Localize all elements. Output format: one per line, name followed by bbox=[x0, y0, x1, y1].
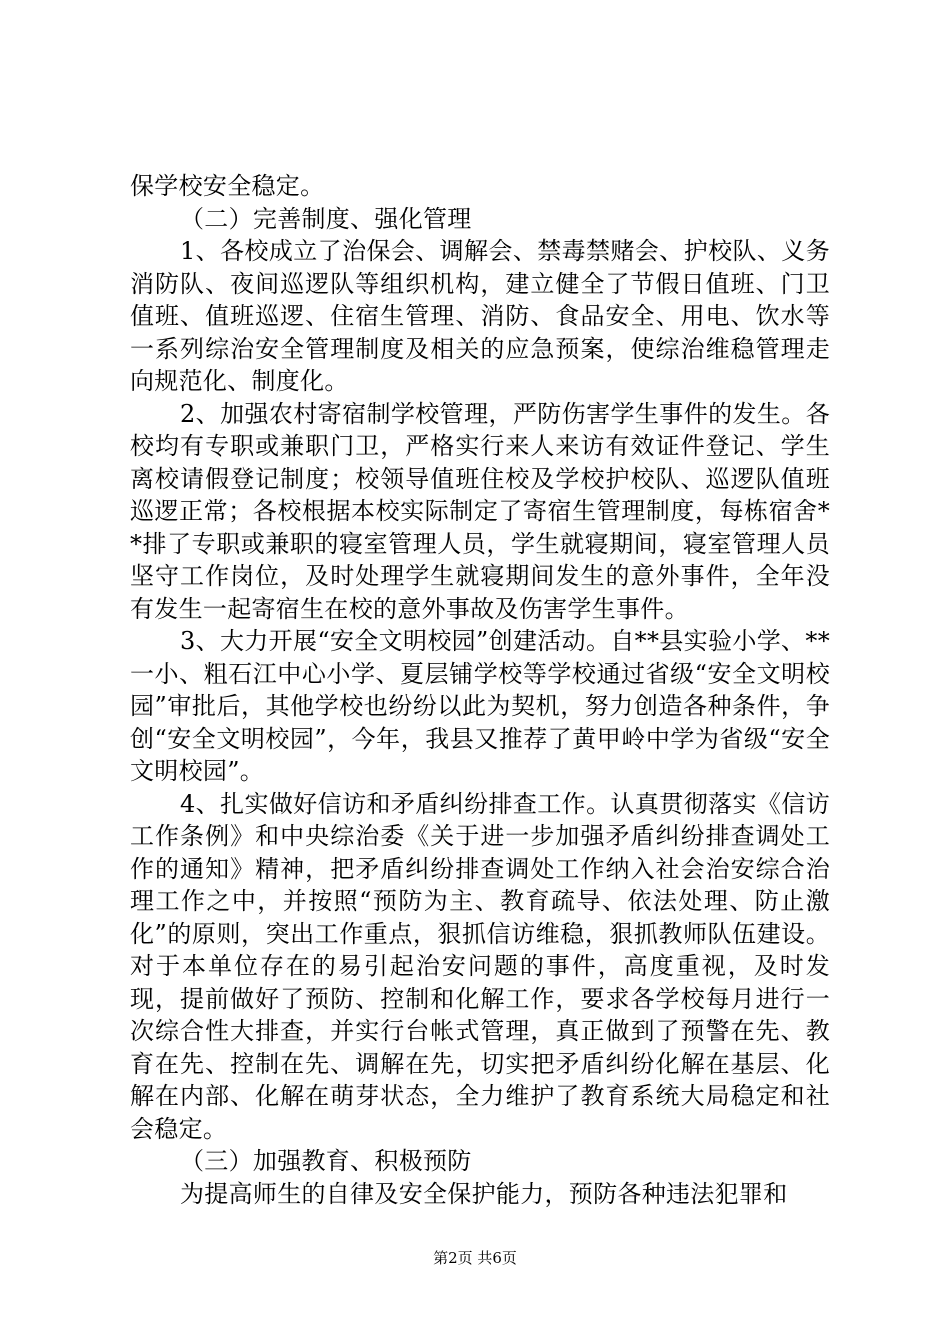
document-body bbox=[130, 170, 830, 1210]
paragraph-item-4: 4、扎实做好信访和矛盾纠纷排查工作。认真贯彻落实《信访工作条例》和中央综治委《关于进一步加强矛盾纠纷排查调处工作的通知》精神，把矛盾纠纷排查调处工作纳入社会治安综合治理工作之中，并按照“预防为主、教育疏导、依法处理、防止激化”的原则，突出工作重点，狠抓信访维稳，狠抓教师队伍建设。对于本单位存在的易引起治安问题的事件，高度重视，及时发现，提前做好了预防、控制和化解工作，要求各学校每月进行一次综合性大排查，并实行台帐式管理，真正做到了预警在先、教育在先、控制在先、调解在先，切实把矛盾纠纷化解在基层、化解在内部、化解在萌芽状态，全力维护了教育系统大局稳定和社会稳定。 bbox=[130, 789, 830, 1143]
paragraph-item-2: 2、加强农村寄宿制学校管理，严防伤害学生事件的发生。各校均有专职或兼职门卫，严格实行来人来访有效证件登记、学生离校请假登记制度；校领导值班住校及学校护校队、巡逻队值班巡逻正常；各校根据本校实际制定了寄宿生管理制度，每栋宿舍**排了专职或兼职的寝室管理人员，学生就寝期间，寝室管理人员坚守工作岗位，及时处理学生就寝期间发生的意外事件，全年没有发生一起寄宿生在校的意外事故及伤害学生事件。 bbox=[130, 399, 830, 623]
section-heading-2: （二）完善制度、强化管理 bbox=[180, 204, 472, 233]
paragraph-continuation: 保学校安全稳定。 bbox=[130, 172, 325, 200]
paragraph-item-1: 1、各校成立了治保会、调解会、禁毒禁赌会、护校队、义务消防队、夜间巡逻队等组织机构，建立健全了节假日值班、门卫值班、值班巡逻、住宿生管理、消防、食品安全、用电、饮水等一系列综治安全管理制度及相关的应急预案，使综治维稳管理走向规范化、制度化。 bbox=[130, 237, 830, 395]
paragraph-intro-3: 为提高师生的自律及安全保护能力，预防各种违法犯罪和 bbox=[180, 1179, 788, 1208]
section-heading-3: （三）加强教育、积极预防 bbox=[180, 1147, 472, 1175]
paragraph-item-3: 3、大力开展“安全文明校园”创建活动。自**县实验小学、**一小、粗石江中心小学、夏层铺学校等学校通过省级“安全文明校园”审批后，其他学校也纷纷以此为契机，努力创造各种条件，争创“安全文明校园”，今年，我县又推荐了黄甲岭中学为省级“安全文明校园”。 bbox=[130, 627, 830, 785]
page-footer: 第2页 共6页 bbox=[433, 1249, 517, 1267]
